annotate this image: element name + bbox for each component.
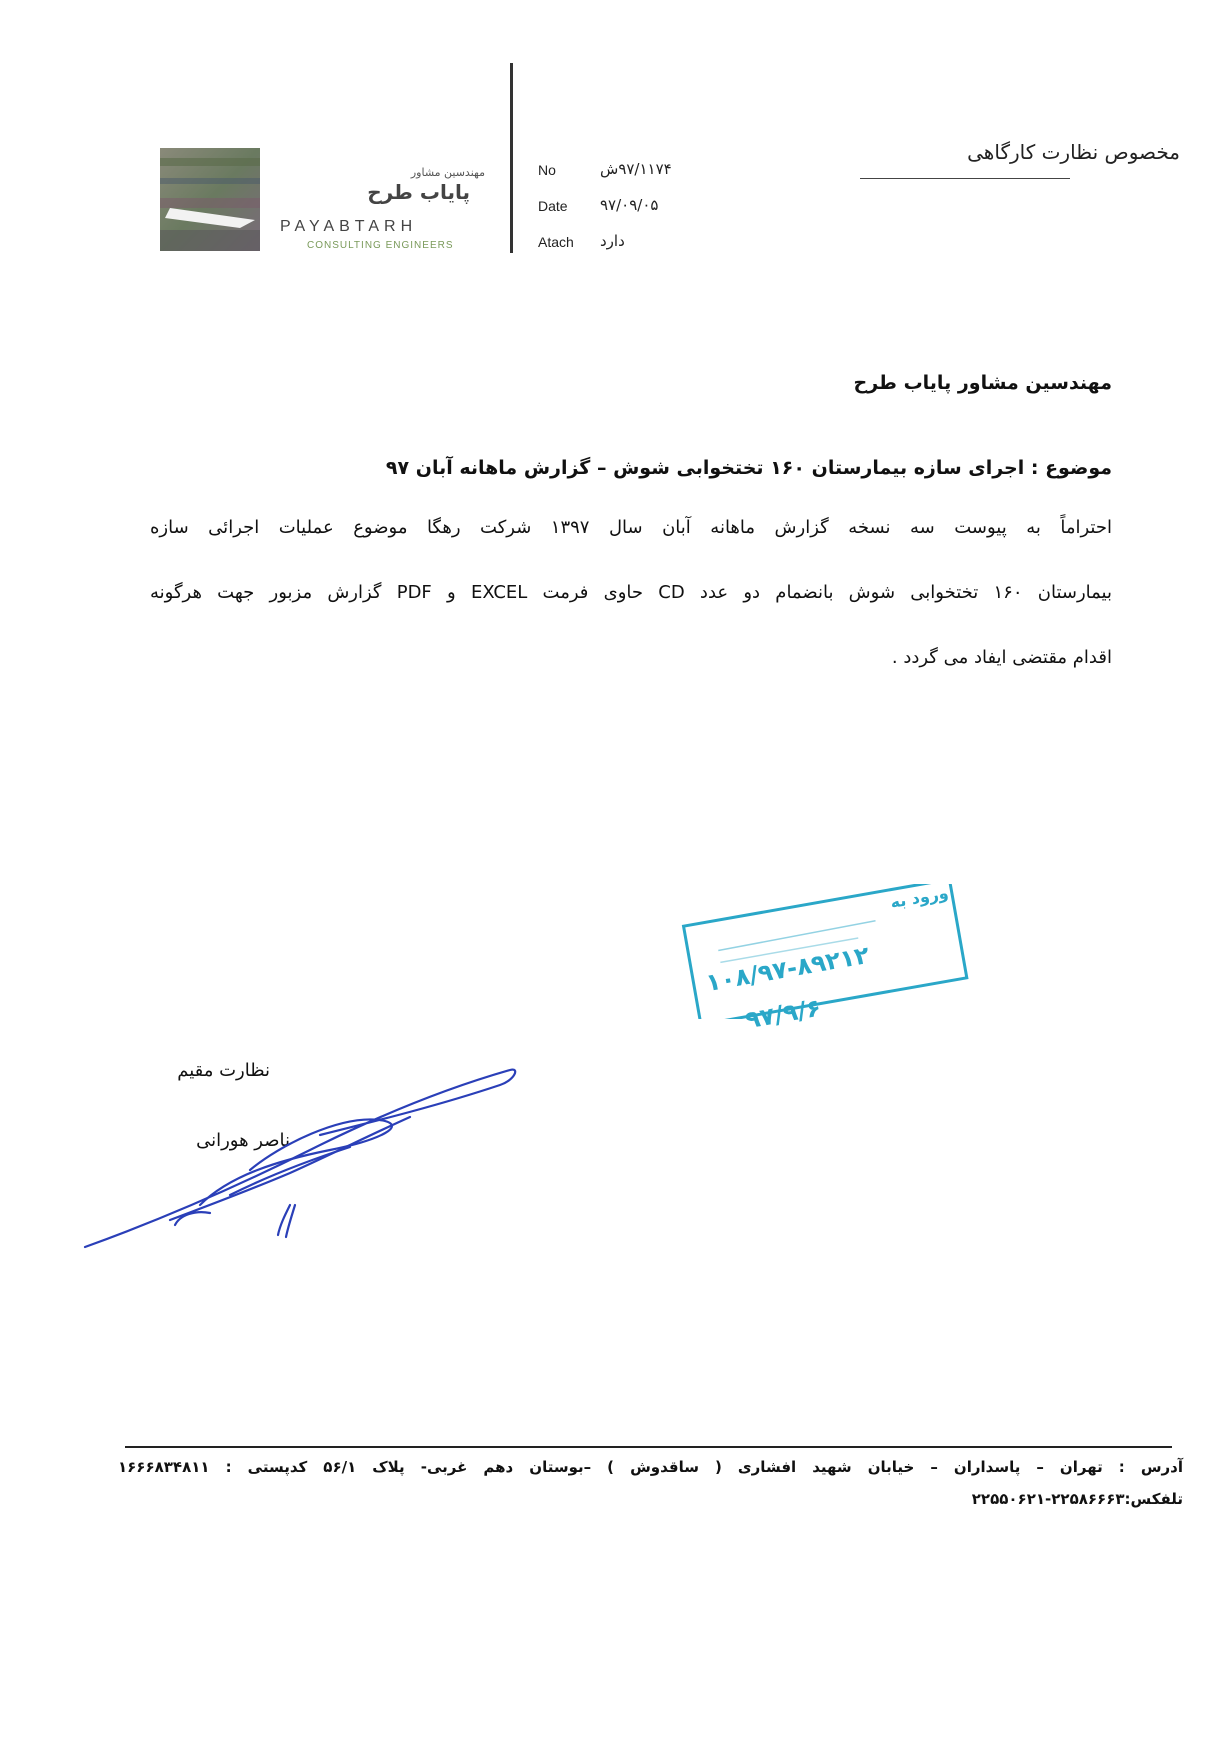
- header-divider: [510, 63, 513, 253]
- meta-date-label: Date: [538, 198, 568, 214]
- letter-body-line: اقدام مقتضی ایفاد می گردد .: [891, 647, 1112, 668]
- footer-divider: [125, 1446, 1172, 1448]
- footer-address: آدرس : تهران – پاسداران – خیابان شهید افشاری ( ساقدوش ) –بوستان دهم غربی- پلاک ۵۶/۱ کدپستی : ۱۶۶۶۸۳۴۸۱۱: [118, 1458, 1184, 1476]
- logo-tagline-en: CONSULTING ENGINEERS: [307, 240, 454, 251]
- meta-date-value: ۹۷/۰۹/۰۵: [600, 196, 659, 214]
- signatory-title: نظارت مقیم: [177, 1060, 270, 1081]
- stamp-received-date: ۹۷/۹/۶: [743, 993, 823, 1035]
- meta-no-label: No: [538, 162, 556, 178]
- logo-name-en: PAYABTARH: [280, 218, 418, 235]
- logo-name-fa: پایاب طرح: [367, 180, 470, 204]
- company-logo-image: [160, 148, 260, 251]
- stamp-registration-number: ۱۰۸/۹۷-۸۹۲۱۲: [703, 940, 872, 998]
- classification-label: مخصوص نظارت کارگاهی: [967, 140, 1180, 164]
- logo-subtitle-fa: مهندسین مشاور: [410, 166, 485, 179]
- stamp-title: ورود به: [888, 883, 950, 912]
- meta-attachment-value: دارد: [600, 232, 625, 250]
- classification-underline: [860, 178, 1070, 179]
- handwritten-signature: [80, 1055, 520, 1255]
- meta-attachment-label: Atach: [538, 234, 574, 250]
- letter-recipient: مهندسین مشاور پایاب طرح: [853, 372, 1112, 394]
- letter-body-line: احتراماً به پیوست سه نسخه گزارش ماهانه آبان سال ۱۳۹۷ شرکت رهگا موضوع عملیات اجرائی سازه: [150, 517, 1112, 538]
- signatory-name: ناصر هورانی: [196, 1130, 290, 1151]
- meta-no-value: ۹۷/۱۱۷۴ش: [600, 160, 672, 178]
- letter-body-line: بیمارستان ۱۶۰ تختخوابی شوش بانضمام دو عدد CD حاوی فرمت EXCEL و PDF گزارش مزبور جهت هرگونه: [150, 582, 1112, 603]
- letter-subject: موضوع : اجرای سازه بیمارستان ۱۶۰ تختخوابی شوش – گزارش ماهانه آبان ۹۷: [385, 457, 1112, 479]
- footer-phone: تلفکس:۲۲۵۸۶۶۶۳-۲۲۵۵۰۶۲۱: [971, 1490, 1183, 1508]
